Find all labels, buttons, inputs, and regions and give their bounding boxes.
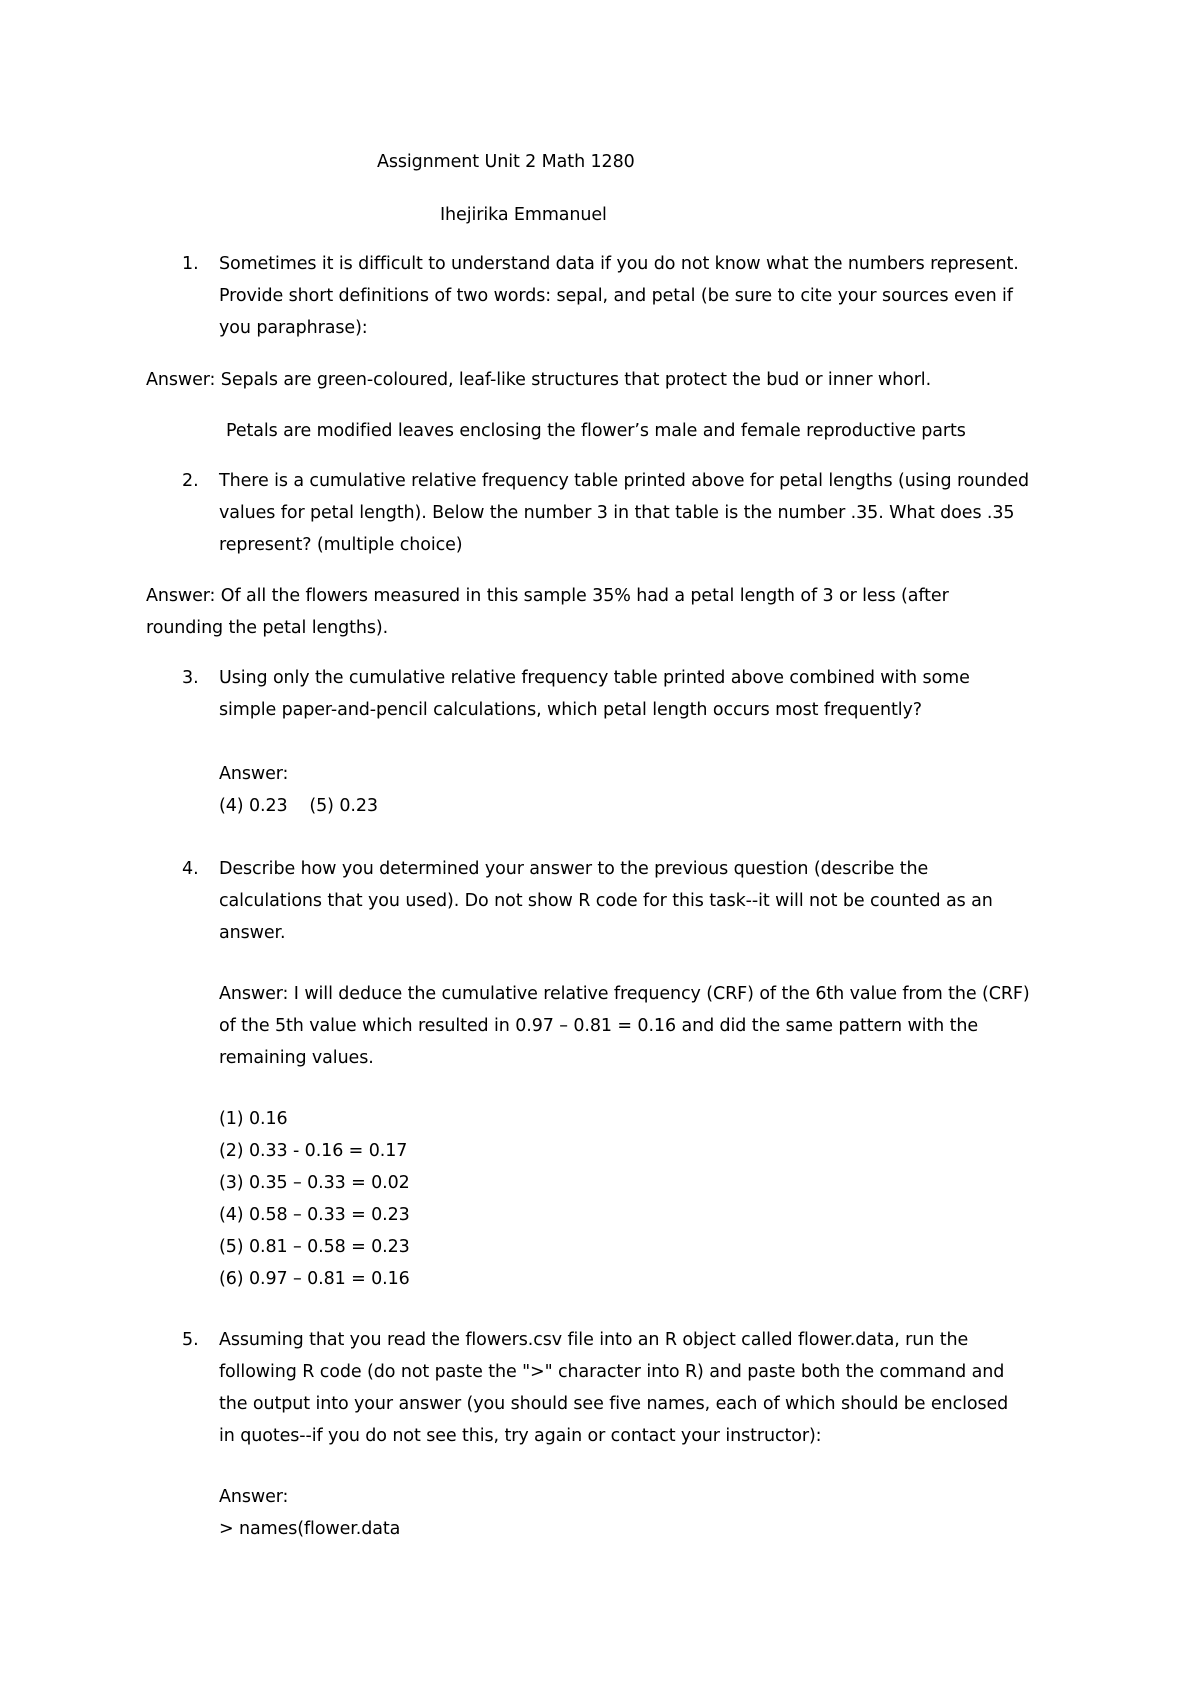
calculation-line: (6) 0.97 – 0.81 = 0.16 [219, 1269, 410, 1289]
answer-5-code: > names(flower.data [219, 1519, 401, 1539]
question-4-line: answer. [219, 923, 286, 943]
calculation-line: (1) 0.16 [219, 1109, 288, 1129]
calculation-line: (2) 0.33 - 0.16 = 0.17 [219, 1141, 408, 1161]
document-title: Assignment Unit 2 Math 1280 [377, 152, 635, 172]
answer-1-sepal: Answer: Sepals are green-coloured, leaf-like structures that protect the bud or inner whorl. [146, 370, 932, 390]
question-5-line: in quotes--if you do not see this, try again or contact your instructor): [219, 1426, 822, 1446]
question-2-number: 2. [182, 471, 199, 491]
question-4-number: 4. [182, 859, 199, 879]
answer-4-line: remaining values. [219, 1048, 374, 1068]
question-2-line: values for petal length). Below the number 3 in that table is the number .35. What does .35 [219, 503, 1015, 523]
question-3-line: Using only the cumulative relative frequency table printed above combined with some [219, 668, 970, 688]
answer-2-line: rounding the petal lengths). [146, 618, 389, 638]
answer-5-label: Answer: [219, 1487, 289, 1507]
question-4-line: calculations that you used). Do not show R code for this task--it will not be counted as an [219, 891, 993, 911]
answer-3-label: Answer: [219, 764, 289, 784]
answer-1-petal: Petals are modified leaves enclosing the flower’s male and female reproductive parts [226, 421, 966, 441]
question-3-number: 3. [182, 668, 199, 688]
calculation-line: (4) 0.58 – 0.33 = 0.23 [219, 1205, 410, 1225]
answer-2-line: Answer: Of all the flowers measured in this sample 35% had a petal length of 3 or less (after [146, 586, 949, 606]
question-5-line: the output into your answer (you should see five names, each of which should be enclosed [219, 1394, 1009, 1414]
question-2-line: represent? (multiple choice) [219, 535, 463, 555]
question-1-number: 1. [182, 254, 199, 274]
question-5-number: 5. [182, 1330, 199, 1350]
answer-4-line: of the 5th value which resulted in 0.97 – 0.81 = 0.16 and did the same pattern with the [219, 1016, 979, 1036]
question-5-line: Assuming that you read the flowers.csv file into an R object called flower.data, run the [219, 1330, 969, 1350]
calculation-line: (3) 0.35 – 0.33 = 0.02 [219, 1173, 410, 1193]
question-2-line: There is a cumulative relative frequency table printed above for petal lengths (using rounded [219, 471, 1029, 491]
question-5-line: following R code (do not paste the ">" character into R) and paste both the command and [219, 1362, 1005, 1382]
answer-4-line: Answer: I will deduce the cumulative relative frequency (CRF) of the 6th value from the (CRF) [219, 984, 1030, 1004]
answer-3-value: (4) 0.23 (5) 0.23 [219, 796, 378, 816]
question-1-line: you paraphrase): [219, 318, 368, 338]
author-name: Ihejirika Emmanuel [440, 205, 607, 225]
question-3-line: simple paper-and-pencil calculations, which petal length occurs most frequently? [219, 700, 922, 720]
question-1-line: Sometimes it is difficult to understand data if you do not know what the numbers represent. [219, 254, 1019, 274]
question-1-line: Provide short definitions of two words: sepal, and petal (be sure to cite your sources even if [219, 286, 1013, 306]
question-4-line: Describe how you determined your answer to the previous question (describe the [219, 859, 929, 879]
calculation-line: (5) 0.81 – 0.58 = 0.23 [219, 1237, 410, 1257]
